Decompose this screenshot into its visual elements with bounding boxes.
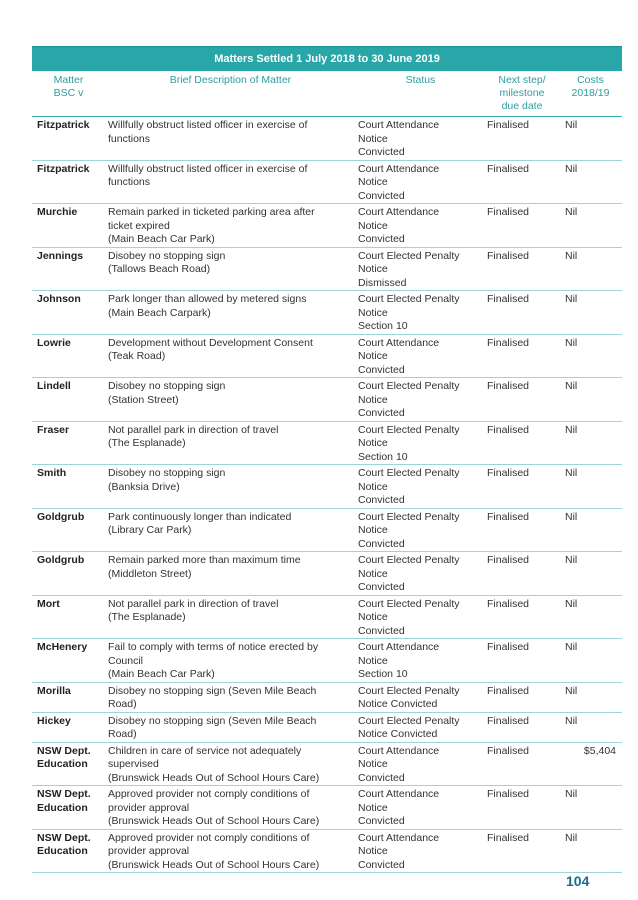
table-row — [32, 712, 622, 742]
header-status: Status — [405, 74, 436, 86]
status-cell: Court Elected Penalty Notice Convicted — [358, 597, 460, 637]
next-step-cell: Finalised — [487, 293, 530, 305]
next-step-cell: Finalised — [487, 510, 530, 523]
description-cell: Approved provider not comply conditions of provider approval (Brunswick Heads Out of School Hours Care) — [108, 788, 320, 827]
matters-settled-table-wrapper — [32, 46, 622, 873]
description-cell: Disobey no stopping sign (Seven Mile Beach Road) — [108, 714, 317, 740]
status-cell: Court Elected Penalty Notice Section 10 — [358, 293, 460, 332]
matter-cell: Goldgrub — [37, 510, 85, 523]
next-step-cell: Finalised — [487, 249, 530, 262]
next-step-cell: Finalised — [487, 831, 530, 844]
description-cell: Approved provider not comply conditions of provider approval (Brunswick Heads Out of School Hours Care) — [108, 831, 320, 871]
status-cell: Court Elected Penalty Notice Convicted — [358, 714, 460, 740]
description-cell: Willfully obstruct listed officer in exercise of functions — [108, 119, 308, 145]
next-step-cell: Finalised — [487, 641, 530, 653]
description-cell: Not parallel park in direction of travel (The Esplanade) — [108, 423, 279, 449]
matter-cell: Murchie — [37, 206, 78, 218]
costs-cell: Nil — [565, 510, 578, 523]
description-cell: Development without Development Consent (Teak Road) — [108, 336, 313, 362]
next-step-cell: Finalised — [487, 467, 530, 479]
next-step-cell: Finalised — [487, 684, 530, 697]
matter-cell: Fitzpatrick — [37, 119, 90, 131]
next-step-cell: Finalised — [487, 714, 530, 727]
status-cell: Court Attendance Notice Convicted — [358, 119, 440, 158]
costs-cell: Nil — [565, 597, 578, 610]
costs-cell: Nil — [565, 641, 578, 653]
header-costs: Costs 2018/19 — [571, 74, 610, 99]
costs-cell: Nil — [565, 714, 578, 727]
next-step-cell: Finalised — [487, 336, 530, 349]
table-row — [32, 639, 622, 683]
table-row — [32, 786, 622, 830]
next-step-cell: Finalised — [487, 162, 530, 175]
costs-cell: Nil — [565, 206, 578, 218]
description-cell: Remain parked more than maximum time (Middleton Street) — [108, 554, 301, 580]
table-row — [32, 204, 622, 248]
costs-cell: Nil — [565, 293, 578, 305]
costs-cell: Nil — [565, 684, 578, 697]
costs-cell: Nil — [565, 336, 578, 349]
matter-cell: Hickey — [37, 714, 71, 727]
status-cell: Court Elected Penalty Notice Convicted — [358, 510, 460, 550]
next-step-cell: Finalised — [487, 744, 530, 757]
status-cell: Court Elected Penalty Notice Dismissed — [358, 249, 460, 289]
description-cell: Disobey no stopping sign (Station Street) — [108, 380, 226, 406]
matter-cell: Smith — [37, 467, 67, 479]
matter-cell: Lindell — [37, 380, 71, 392]
matter-cell: Johnson — [37, 293, 81, 305]
table-row — [32, 247, 622, 291]
description-cell: Fail to comply with terms of notice erected by Council (Main Beach Car Park) — [108, 641, 319, 680]
next-step-cell: Finalised — [487, 206, 530, 218]
matter-cell: Lowrie — [37, 336, 71, 349]
status-cell: Court Elected Penalty Notice Convicted — [358, 380, 460, 419]
description-cell: Willfully obstruct listed officer in exercise of functions — [108, 162, 308, 188]
costs-cell: Nil — [565, 423, 578, 436]
matter-cell: Mort — [37, 597, 60, 610]
matter-cell: Morilla — [37, 684, 71, 697]
table-row — [32, 508, 622, 552]
status-cell: Court Attendance Notice Convicted — [358, 831, 440, 871]
status-cell: Court Attendance Notice Convicted — [358, 788, 440, 827]
matter-cell: NSW Dept. Education — [37, 744, 91, 770]
table-row — [32, 117, 622, 161]
description-cell: Remain parked in ticketed parking area after ticket expired (Main Beach Car Park) — [108, 206, 315, 245]
description-cell: Park continuously longer than indicated (Library Car Park) — [108, 510, 292, 536]
header-matter: Matter BSC v — [53, 74, 84, 99]
costs-cell: $5,404 — [583, 744, 617, 757]
next-step-cell: Finalised — [487, 788, 530, 800]
status-cell: Court Elected Penalty Notice Convicted — [358, 554, 460, 593]
costs-cell: Nil — [565, 249, 578, 262]
table-row — [32, 421, 622, 465]
table-row — [32, 742, 622, 786]
table-row — [32, 465, 622, 509]
status-cell: Court Attendance Notice Convicted — [358, 744, 440, 784]
matter-cell: Fraser — [37, 423, 70, 436]
status-cell: Court Attendance Notice Convicted — [358, 162, 440, 202]
matter-cell: NSW Dept. Education — [37, 788, 91, 814]
costs-cell: Nil — [565, 119, 578, 131]
table-title: Matters Settled 1 July 2018 to 30 June 2019 — [32, 47, 622, 72]
matter-cell: McHenery — [37, 641, 88, 653]
table-row — [32, 160, 622, 204]
matter-cell: Goldgrub — [37, 554, 85, 566]
costs-cell: Nil — [565, 554, 578, 566]
description-cell: Park longer than allowed by metered signs (Main Beach Carpark) — [108, 293, 307, 319]
next-step-cell: Finalised — [487, 423, 530, 436]
next-step-cell: Finalised — [487, 380, 530, 392]
description-cell: Disobey no stopping sign (Banksia Drive) — [108, 467, 226, 493]
description-cell: Disobey no stopping sign (Tallows Beach Road) — [108, 249, 226, 275]
description-cell: Not parallel park in direction of travel (The Esplanade) — [108, 597, 279, 623]
matter-cell: NSW Dept. Education — [37, 831, 91, 857]
matter-cell: Fitzpatrick — [37, 162, 90, 175]
table-row — [32, 291, 622, 335]
costs-cell: Nil — [565, 162, 578, 175]
table-row — [32, 829, 622, 873]
status-cell: Court Attendance Notice Section 10 — [358, 641, 440, 680]
description-cell: Children in care of service not adequately supervised (Brunswick Heads Out of School Hours Care) — [108, 744, 320, 784]
header-next-step: Next step/ milestone due date — [498, 74, 546, 112]
page-number: 104 — [566, 873, 590, 889]
matter-cell: Jennings — [37, 249, 84, 262]
table-row — [32, 682, 622, 712]
costs-cell: Nil — [565, 380, 578, 392]
next-step-cell: Finalised — [487, 597, 530, 610]
status-cell: Court Elected Penalty Notice Section 10 — [358, 423, 460, 463]
matters-settled-table — [32, 46, 622, 873]
costs-cell: Nil — [565, 467, 578, 479]
table-body — [32, 117, 622, 873]
description-cell: Disobey no stopping sign (Seven Mile Beach Road) — [108, 684, 317, 710]
table-row — [32, 334, 622, 378]
status-cell: Court Attendance Notice Convicted — [358, 206, 440, 245]
next-step-cell: Finalised — [487, 119, 530, 131]
costs-cell: Nil — [565, 788, 578, 800]
header-description: Brief Description of Matter — [169, 74, 292, 86]
next-step-cell: Finalised — [487, 554, 530, 566]
costs-cell: Nil — [565, 831, 578, 844]
status-cell: Court Elected Penalty Notice Convicted — [358, 467, 460, 506]
table-row — [32, 552, 622, 596]
table-row — [32, 378, 622, 422]
status-cell: Court Elected Penalty Notice Convicted — [358, 684, 460, 710]
table-row — [32, 595, 622, 639]
status-cell: Court Attendance Notice Convicted — [358, 336, 440, 376]
